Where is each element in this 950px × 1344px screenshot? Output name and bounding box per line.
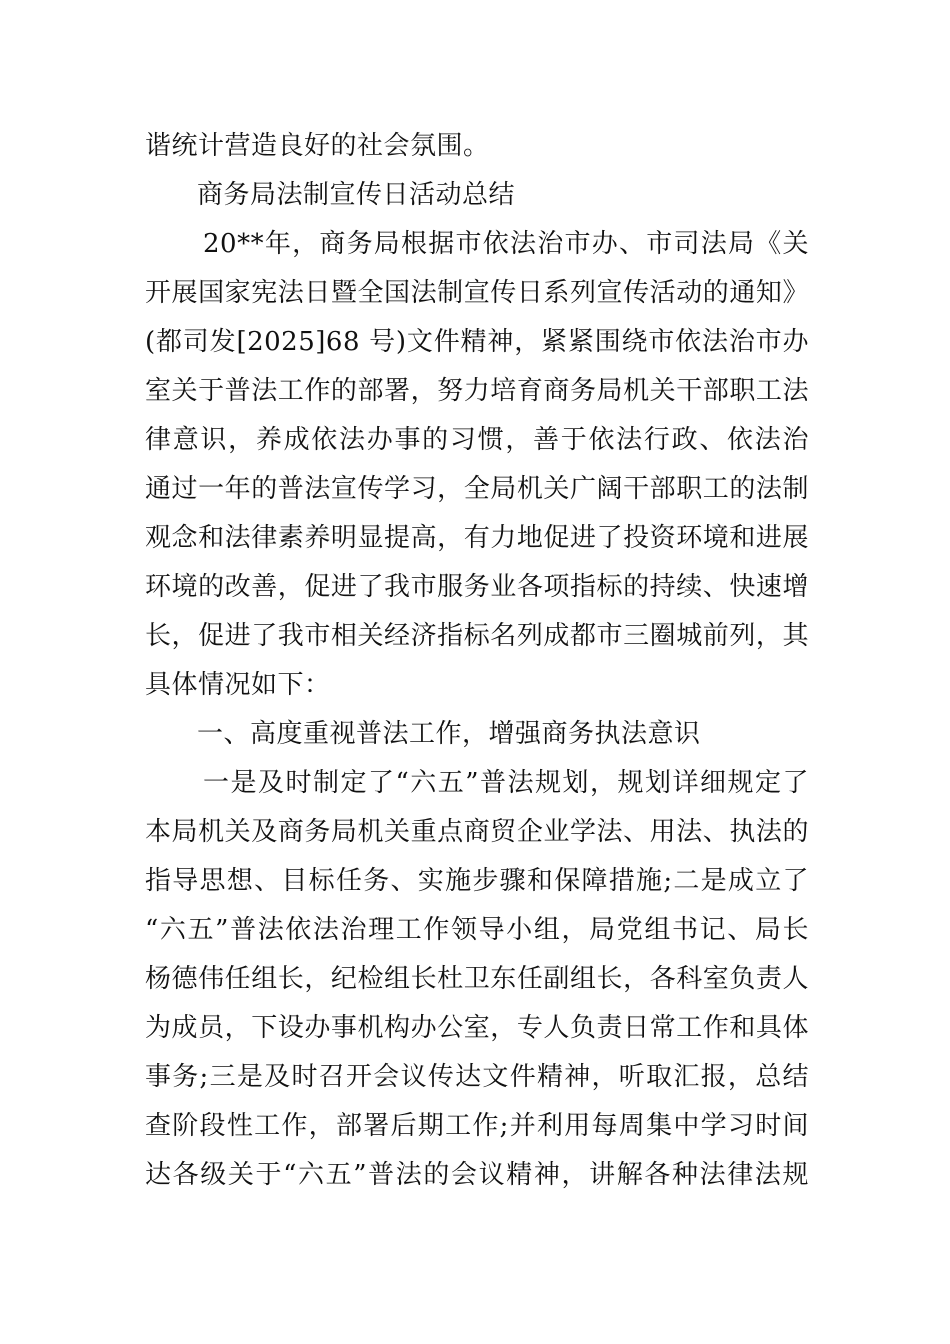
text-line: 室关于普法工作的部署，努力培育商务局机关干部职工法 [145, 376, 809, 406]
text-line: 具体情况如下： [145, 670, 331, 700]
document-body [145, 122, 809, 1200]
text-line: 20**年，商务局根据市依法治市办、市司法局《关 [203, 229, 809, 259]
text-line: 观念和法律素养明显提高，有力地促进了投资环境和进展 [145, 523, 809, 553]
text-line: 开展国家宪法日暨全国法制宣传日系列宣传活动的通知》 [145, 278, 809, 308]
text-line: 律意识，养成依法办事的习惯，善于依法行政、依法治 [145, 425, 809, 455]
text-line: 一是及时制定了“六五”普法规划，规划详细规定了 [203, 768, 809, 798]
section-heading: 一、高度重视普法工作，增强商务执法意识 [197, 719, 701, 749]
section-title: 商务局法制宣传日活动总结 [197, 180, 516, 210]
text-line: 查阶段性工作，部署后期工作;并利用每周集中学习时间 [145, 1111, 809, 1141]
text-line: 通过一年的普法宣传学习，全局机关广阔干部职工的法制 [145, 474, 809, 504]
text-line: “六五”普法依法治理工作领导小组，局党组书记、局长 [145, 915, 809, 945]
text-line: 环境的改善，促进了我市服务业各项指标的持续、快速增 [145, 572, 809, 602]
text-line: 事务;三是及时召开会议传达文件精神，听取汇报，总结 [145, 1062, 809, 1092]
text-line: 本局机关及商务局机关重点商贸企业学法、用法、执法的 [145, 817, 809, 847]
text-line: 为成员，下设办事机构办公室，专人负责日常工作和具体 [145, 1013, 809, 1043]
text-line: 杨德伟任组长，纪检组长杜卫东任副组长，各科室负责人 [145, 964, 809, 994]
text-line: (都司发[2025]68 号)文件精神，紧紧围绕市依法治市办 [145, 327, 809, 357]
text-line: 达各级关于“六五”普法的会议精神，讲解各种法律法规 [145, 1160, 809, 1190]
text-line: 长，促进了我市相关经济指标名列成都市三圈城前列，其 [145, 621, 809, 651]
text-line: 指导思想、目标任务、实施步骤和保障措施;二是成立了 [145, 866, 809, 896]
text-line: 谐统计营造良好的社会氛围。 [145, 131, 490, 161]
